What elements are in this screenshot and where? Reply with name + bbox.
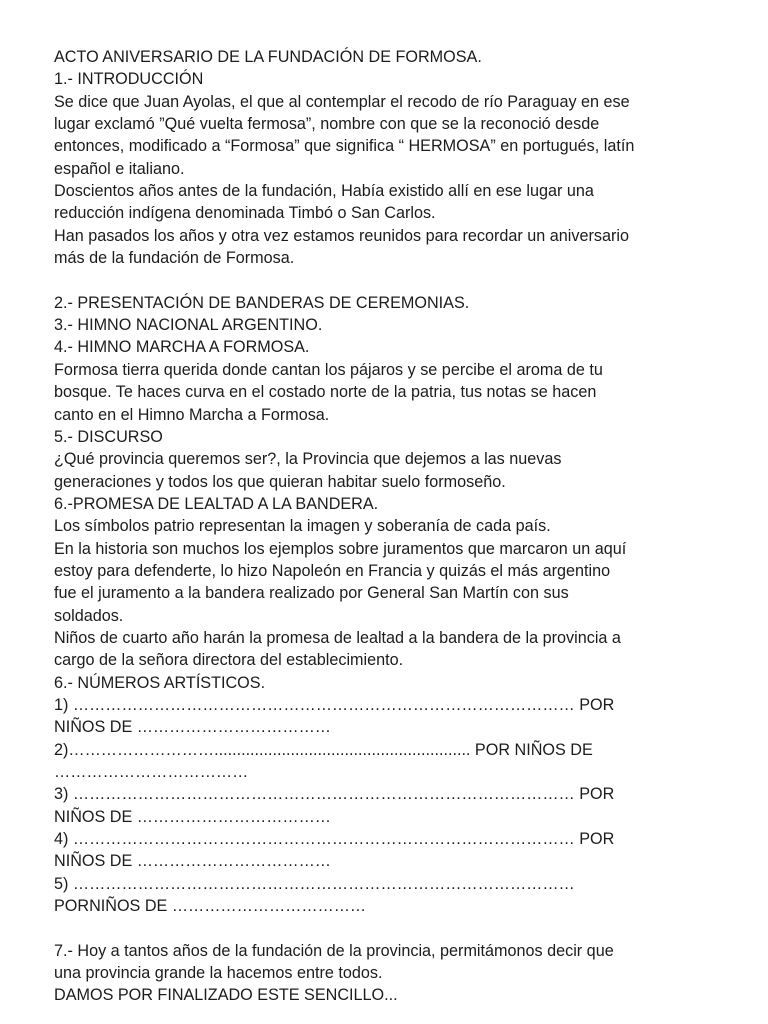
section-heading: 5.- DISCURSO xyxy=(54,427,163,446)
blank-line xyxy=(54,917,744,939)
paragraph-line: reducción indígena denominada Timbó o San Carlos. xyxy=(54,204,436,223)
fill-in-line: PORNIÑOS DE ……………………………… xyxy=(54,897,367,916)
document-page xyxy=(54,46,744,1007)
paragraph-line: Se dice que Juan Ayolas, el que al contemplar el recodo de río Paraguay en ese xyxy=(54,92,630,111)
fill-in-line: NIÑOS DE ……………………………… xyxy=(54,852,331,871)
paragraph-line: Los símbolos patrio representan la imagen y soberanía de cada país. xyxy=(54,517,551,536)
closing-line: DAMOS POR FINALIZADO ESTE SENCILLO... xyxy=(54,986,398,1005)
paragraph-line: Niños de cuarto año harán la promesa de lealtad a la bandera de la provincia a xyxy=(54,628,621,647)
paragraph-line: Han pasados los años y otra vez estamos reunidos para recordar un aniversario xyxy=(54,226,629,245)
paragraph-line: estoy para defenderte, lo hizo Napoleón en Francia y quizás el más argentino xyxy=(54,561,611,580)
paragraph-line: fue el juramento a la bandera realizado por General San Martín con sus xyxy=(54,584,569,603)
paragraph-line: canto en el Himno Marcha a Formosa. xyxy=(54,405,330,424)
paragraph-line: soldados. xyxy=(54,606,124,625)
section-heading: 3.- HIMNO NACIONAL ARGENTINO. xyxy=(54,316,323,335)
paragraph-line: ¿Qué provincia queremos ser?, la Provincia que dejemos a las nuevas xyxy=(54,450,562,469)
fill-in-line: 4) ………………………………………………………………………………… POR xyxy=(54,830,615,849)
fill-in-line: 3) ………………………………………………………………………………… POR xyxy=(54,785,615,804)
fill-in-line: 2)………………………......................................................... POR NIÑOS DE xyxy=(54,740,593,759)
paragraph-line: Doscientos años antes de la fundación, Había existido allí en ese lugar una xyxy=(54,182,594,201)
fill-in-line: 5) ………………………………………………………………………………… xyxy=(54,874,575,893)
fill-in-line: NIÑOS DE ……………………………… xyxy=(54,807,331,826)
paragraph-line: más de la fundación de Formosa. xyxy=(54,249,295,268)
section-heading: 6.- NÚMEROS ARTÍSTICOS. xyxy=(54,673,266,692)
paragraph-line: 7.- Hoy a tantos años de la fundación de la provincia, permitámonos decir que xyxy=(54,941,614,960)
section-heading: 2.- PRESENTACIÓN DE BANDERAS DE CEREMONIAS. xyxy=(54,293,470,312)
section-heading: 1.- INTRODUCCIÓN xyxy=(54,70,204,89)
fill-in-line: ……………………………… xyxy=(54,763,249,781)
section-heading: 4.- HIMNO MARCHA A FORMOSA. xyxy=(54,338,310,357)
section-heading: 6.-PROMESA DE LEALTAD A LA BANDERA. xyxy=(54,494,379,513)
paragraph-line: Formosa tierra querida donde cantan los pájaros y se percibe el aroma de tu xyxy=(54,360,603,379)
fill-in-line: NIÑOS DE ……………………………… xyxy=(54,718,331,737)
paragraph-line: cargo de la señora directora del establecimiento. xyxy=(54,651,404,670)
blank-line xyxy=(54,269,744,291)
paragraph-line: generaciones y todos los que quieran habitar suelo formoseño. xyxy=(54,472,506,491)
paragraph-line: lugar exclamó ”Qué vuelta fermosa”, nombre con que se la reconoció desde xyxy=(54,115,600,134)
paragraph-line: En la historia son muchos los ejemplos sobre juramentos que marcaron un aquí xyxy=(54,539,627,558)
paragraph-line: bosque. Te haces curva en el costado norte de la patria, tus notas se hacen xyxy=(54,383,597,402)
paragraph-line: español e italiano. xyxy=(54,159,185,178)
paragraph-line: una provincia grande la hacemos entre todos. xyxy=(54,964,383,983)
document-title: ACTO ANIVERSARIO DE LA FUNDACIÓN DE FORMOSA. xyxy=(54,48,482,66)
paragraph-line: entonces, modificado a “Formosa” que significa “ HERMOSA” en portugués, latín xyxy=(54,137,635,156)
fill-in-line: 1) ………………………………………………………………………………… POR xyxy=(54,695,615,714)
